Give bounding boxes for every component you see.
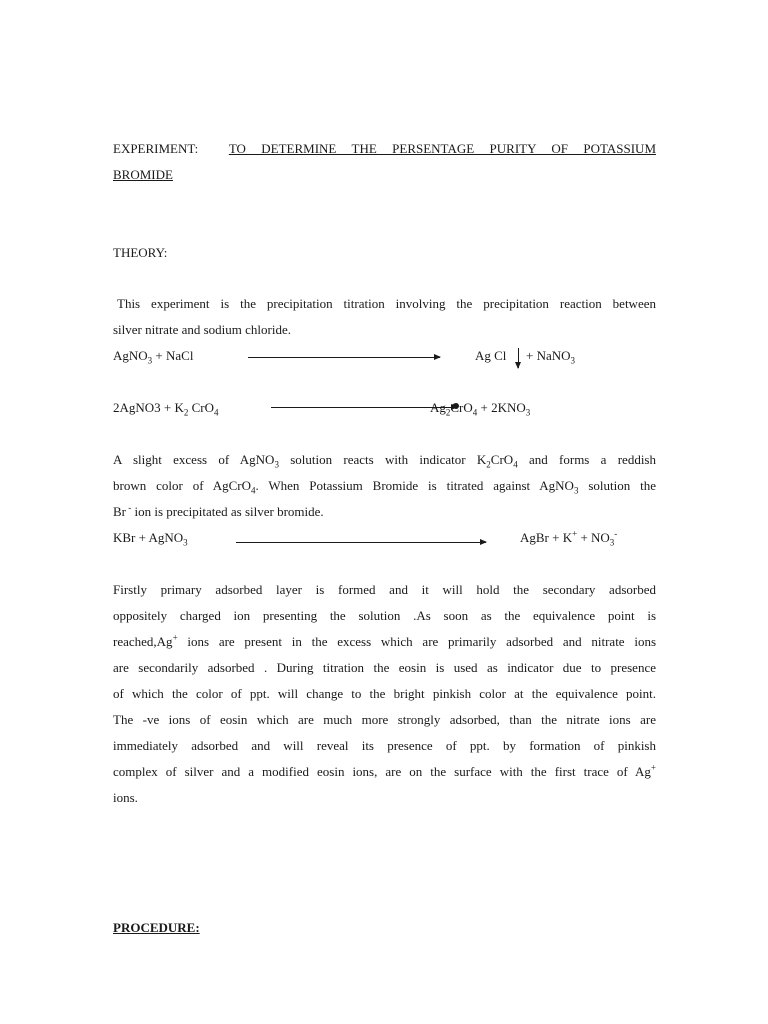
para-2-line-1: A slight excess of AgNO$_3$ solution reacts with indicator $K_2CrO_4$ and forms a reddish (113, 452, 656, 470)
para-2-line-3: Br - ion is precipitated as silver bromide. (113, 502, 324, 519)
equation-1-product-agcl: Ag Cl (475, 348, 507, 363)
para-3-line-9: ions. (113, 790, 138, 805)
equation-2-products: $Ag_2CrO_4 + 2KNO_3$ (430, 400, 531, 418)
para-2-line-2: brown color of AgCrO$_4$. When Potassium Bromide is titrated against AgNO$_3$ solution the (113, 478, 657, 496)
para-3-line-4: are secondarily adsorbed . During titration the eosin is used as indicator due to presence (113, 660, 656, 675)
theory-heading: THEORY: (113, 245, 168, 260)
experiment-title: TO DETERMINE THE PERSENTAGE PURITY OF POTASSIUM (228, 141, 656, 156)
para-3-line-5: of which the color of ppt. will change to the bright pinkish color at the equivalence point. (113, 686, 656, 701)
reaction-arrow-3 (236, 542, 486, 543)
experiment-title-continued: BROMIDE (113, 167, 173, 182)
para-3-line-7: immediately adsorbed and will reveal its presence of ppt. by formation of pinkish (113, 738, 656, 753)
precipitate-down-arrow-icon (518, 348, 519, 368)
para-3-line-6: The -ve ions of eosin which are much more strongly adsorbed, than the nitrate ions are (113, 712, 656, 727)
experiment-title-line-1 (113, 141, 656, 157)
reaction-arrow-1 (248, 357, 440, 358)
intro-line-1: This experiment is the precipitation titration involving the precipitation reaction between (117, 296, 656, 311)
experiment-prefix: EXPERIMENT: (113, 141, 199, 156)
para-3-line-8: complex of silver and a modified eosin ions, are on the surface with the first trace of Ag+ (113, 762, 656, 779)
equation-1-product-nano3: + NaNO$_3$ (526, 348, 576, 366)
experiment-title-line-2 (113, 167, 656, 183)
para-3-line-3: reached,Ag+ ions are present in the excess which are primarily adsorbed and nitrate ions (113, 632, 656, 649)
para-3-line-1: Firstly primary adsorbed layer is formed and it will hold the secondary adsorbed (113, 582, 656, 597)
para-3-line-2: oppositely charged ion presenting the solution .As soon as the equivalence point is (113, 608, 656, 623)
procedure-heading: PROCEDURE: (113, 920, 200, 935)
equation-1-reactants: AgNO$_3$ + NaCl (113, 348, 194, 366)
equation-3-reactants: KBr + AgNO$_3$ (113, 530, 188, 548)
intro-line-2: silver nitrate and sodium chloride. (113, 322, 291, 337)
equation-2-reactants: 2AgNO3 + $K_2$ CrO$_4$ (113, 400, 219, 418)
equation-3-products: AgBr + $K^+ + NO_3^-$ (520, 528, 618, 548)
